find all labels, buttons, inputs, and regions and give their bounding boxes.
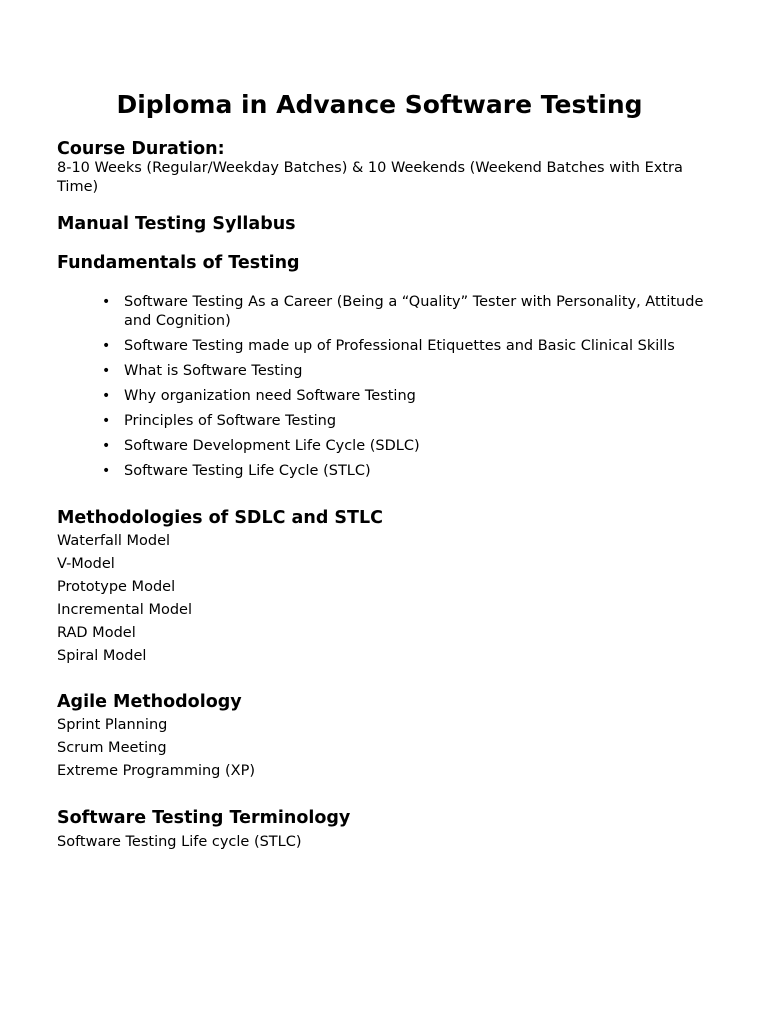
bullet-icon: • [102, 388, 111, 404]
course-duration-text: 8-10 Weeks (Regular/Weekday Batches) & 10 Weekends (Weekend Batches with Extra Time) [57, 160, 683, 195]
agile-heading: Agile Methodology [57, 692, 242, 712]
bullet-icon: • [102, 294, 111, 310]
course-duration-heading: Course Duration: [57, 139, 225, 159]
list-item: Incremental Model [57, 602, 192, 618]
terminology-heading: Software Testing Terminology [57, 808, 351, 828]
bullet-icon: • [102, 338, 111, 354]
list-item [57, 437, 717, 456]
bullet-icon: • [102, 463, 111, 479]
fundamentals-list [57, 293, 717, 487]
bullet-icon: • [102, 413, 111, 429]
methodologies-heading: Methodologies of SDLC and STLC [57, 508, 383, 528]
list-item: RAD Model [57, 625, 136, 641]
list-item-text: Principles of Software Testing [124, 413, 337, 429]
list-item: Extreme Programming (XP) [57, 763, 255, 779]
list-item [57, 337, 717, 356]
agile-list [57, 714, 255, 783]
list-item: Scrum Meeting [57, 740, 167, 756]
list-item-text: Software Testing As a Career (Being a “Quality” Tester with Personality, Attitude and Cognition) [124, 294, 704, 329]
bullet-icon: • [102, 438, 111, 454]
list-item [57, 412, 717, 431]
list-item [57, 387, 717, 406]
terminology-list [57, 831, 302, 854]
list-item [57, 293, 717, 331]
bullet-icon: • [102, 363, 111, 379]
document-title: Diploma in Advance Software Testing [116, 90, 643, 119]
list-item-text: Software Testing made up of Professional Etiquettes and Basic Clinical Skills [124, 338, 675, 354]
manual-testing-heading: Manual Testing Syllabus [57, 214, 296, 234]
list-item-text: Software Development Life Cycle (SDLC) [124, 438, 420, 454]
list-item: Prototype Model [57, 579, 176, 595]
list-item: Software Testing Life cycle (STLC) [57, 834, 302, 850]
list-item: Waterfall Model [57, 533, 171, 549]
list-item: V-Model [57, 556, 115, 572]
list-item-text: Software Testing Life Cycle (STLC) [124, 463, 371, 479]
list-item-text: Why organization need Software Testing [124, 388, 416, 404]
list-item: Spiral Model [57, 648, 147, 664]
fundamentals-heading: Fundamentals of Testing [57, 253, 300, 273]
methodologies-list [57, 530, 192, 668]
list-item-text: What is Software Testing [124, 363, 303, 379]
list-item [57, 462, 717, 481]
list-item [57, 362, 717, 381]
list-item: Sprint Planning [57, 717, 168, 733]
